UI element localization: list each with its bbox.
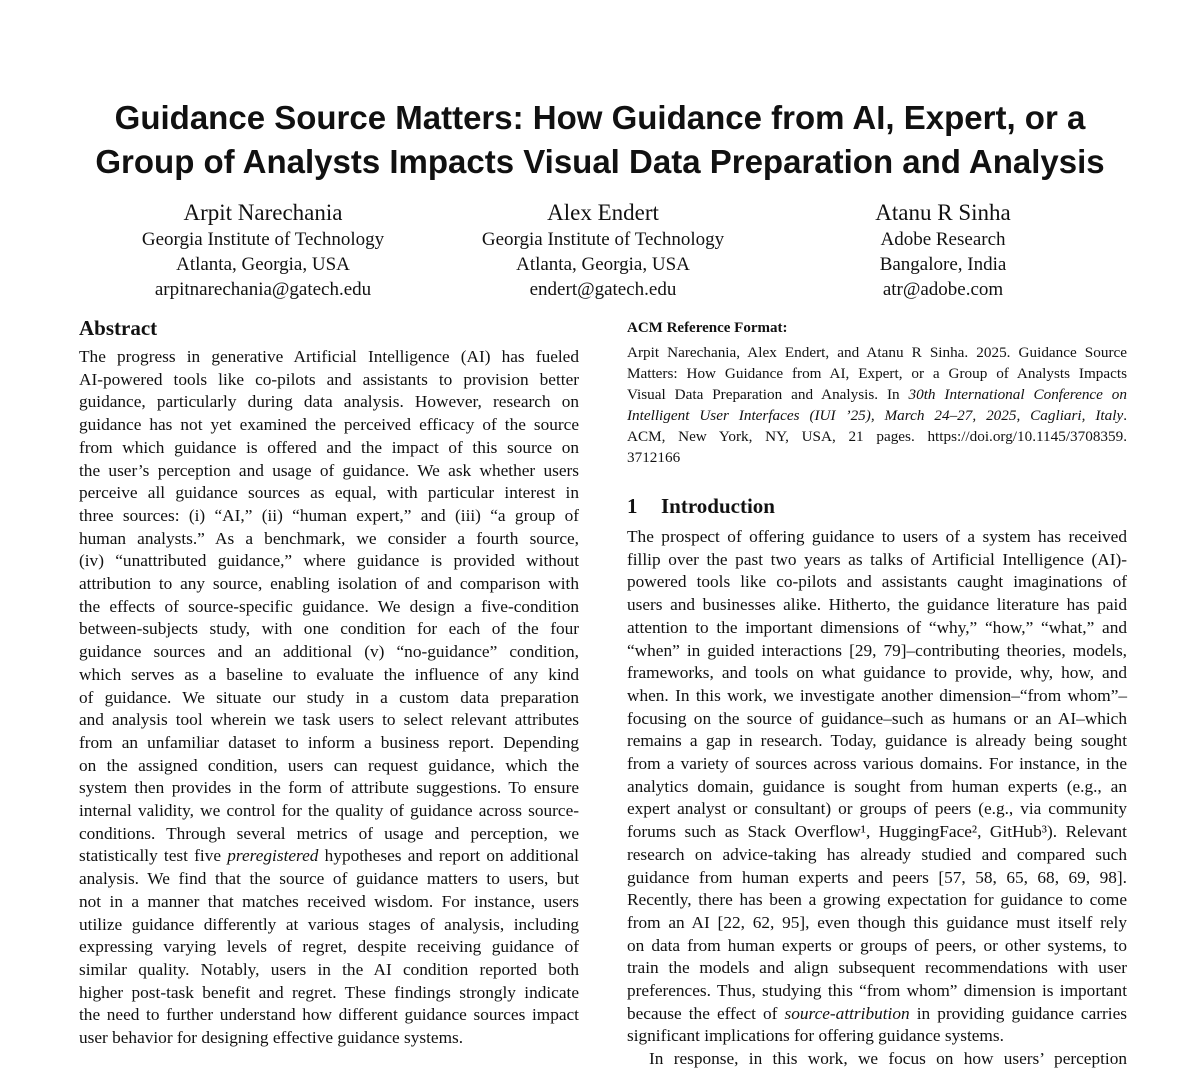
text-line: when. In this work, we investigate another dimension–“from whom”–	[627, 685, 1127, 705]
text-line: guidance, particularly during data analysis. However, research on	[79, 392, 579, 412]
text-line: guidance sources and an additional (v) “no-guidance” condition,	[79, 642, 579, 662]
text-line: analytics domain, guidance is sought from human experts (e.g., an	[627, 776, 1127, 796]
acm-reference-heading: ACM Reference Format:	[627, 320, 788, 336]
text-line: guidance from human experts and peers [57, 58, 65, 68, 69, 98].	[627, 867, 1127, 887]
text-line: “when” in guided interactions [29, 79]–contributing theories, models,	[627, 640, 1127, 660]
author-block	[440, 198, 766, 302]
introduction-next-paragraph	[627, 1048, 1127, 1071]
text-line: powered tools like co-pilots and assistants caught imaginations of	[627, 572, 1127, 592]
author-name: Atanu R Sinha	[875, 200, 1011, 225]
text-line: because the effect of source-attribution in providing guidance carries	[627, 1003, 1127, 1023]
text-line: from an AI [22, 62, 95], even though this guidance must itself rely	[627, 912, 1127, 932]
paper-title	[40, 96, 1160, 184]
text-line: of guidance. We situate our study in a custom data preparation	[79, 687, 579, 707]
author-location: Atlanta, Georgia, USA	[176, 254, 350, 275]
text-line: perceive all guidance sources as equal, with particular interest in	[79, 483, 579, 503]
text-line: train the models and align subsequent recommendations with user	[627, 958, 1127, 978]
text-line: research on advice-taking has already studied and compared such	[627, 844, 1127, 864]
text-line: user behavior for designing effective guidance systems.	[79, 1028, 464, 1048]
text-line: Matters: How Guidance from AI, Expert, or a Group of Analysts Impacts	[627, 365, 1127, 382]
author-affiliation: Georgia Institute of Technology	[141, 229, 385, 250]
author-name: Arpit Narechania	[183, 200, 343, 225]
text-line: significant implications for offering guidance systems.	[627, 1026, 1004, 1046]
text-line: attribution to any source, enabling isolation of and comparison with	[79, 574, 579, 594]
text-line: the need to further understand how different guidance sources impact	[79, 1005, 579, 1025]
text-line: (iv) “unattributed guidance,” where guidance is provided without	[79, 551, 579, 571]
text-line: from an unfamiliar dataset to inform a business report. Depending	[79, 732, 579, 752]
text-line: from a variety of sources across various domains. For instance, in the	[627, 754, 1127, 774]
text-line: expert analyst or consultant) or groups of peers (e.g., via community	[627, 799, 1127, 819]
author-location: Bangalore, India	[879, 254, 1007, 275]
text-line: system then provides in the form of attribute suggestions. To ensure	[79, 778, 579, 798]
text-line: attention to the important dimensions of “why,” “how,” “what,” and	[627, 617, 1127, 637]
left-column	[79, 314, 579, 1050]
abstract-heading: Abstract	[79, 316, 158, 340]
author-name: Alex Endert	[547, 200, 659, 225]
text-line: forums such as Stack Overflow¹, HuggingFace², GitHub³). Relevant	[627, 822, 1127, 842]
text-line: frameworks, and tools on what guidance to provide, why, how, and	[627, 663, 1127, 683]
text-line: AI-powered tools like co-pilots and assistants to provision better	[79, 369, 579, 389]
text-line: analysis. We find that the source of guidance matters to users, but	[79, 869, 579, 889]
text-line: statistically test five preregistered hypotheses and report on additional	[79, 846, 579, 866]
text-line: users and businesses alike. Hitherto, the guidance literature has paid	[627, 595, 1127, 615]
acm-reference-body	[627, 342, 1127, 468]
text-line: Arpit Narechania, Alex Endert, and Atanu R Sinha. 2025. Guidance Source	[627, 344, 1127, 361]
author-email: atr@adobe.com	[882, 279, 1004, 300]
introduction-body	[627, 526, 1127, 1048]
text-line: Intelligent User Interfaces (IUI ’25), March 24–27, 2025, Cagliari, Italy.	[627, 407, 1127, 424]
author-block	[780, 198, 1106, 302]
text-line: three sources: (i) “AI,” (ii) “human expert,” and (iii) “a group of	[79, 505, 579, 525]
text-line: the effects of source-specific guidance. We design a five-condition	[79, 596, 579, 616]
text-line: focusing on the source of guidance–such as humans or an AI–which	[627, 708, 1127, 728]
author-location: Atlanta, Georgia, USA	[516, 254, 690, 275]
text-line: fillip over the past two years as talks of Artificial Intelligence (AI)-	[627, 549, 1127, 569]
abstract-body	[79, 346, 579, 1050]
text-line: preferences. Thus, studying this “from whom” dimension is important	[627, 981, 1127, 1001]
text-line: conditions. Through several metrics of usage and perception, we	[79, 823, 579, 843]
text-line: similar quality. Notably, users in the AI condition reported both	[79, 959, 579, 979]
text-line: ACM, New York, NY, USA, 21 pages. https://doi.org/10.1145/3708359.	[627, 428, 1127, 445]
text-line: 3712166	[627, 449, 681, 466]
text-line: between-subjects study, with one condition for each of the four	[79, 619, 579, 639]
title-line-2: Group of Analysts Impacts Visual Data Preparation and Analysis	[95, 143, 1105, 180]
text-line: on data from human experts or groups of peers, or other systems, to	[627, 935, 1127, 955]
text-line: on the assigned condition, users can request guidance, which the	[79, 755, 579, 775]
text-line: The progress in generative Artificial Intelligence (AI) has fueled	[79, 347, 579, 366]
title-line-1: Guidance Source Matters: How Guidance from AI, Expert, or a	[114, 99, 1086, 136]
introduction-heading	[627, 492, 1127, 520]
text-line: the user’s perception and usage of guidance. We ask whether users	[79, 460, 579, 480]
text-line: guidance has not yet examined the perceived efficacy of the source	[79, 415, 579, 435]
text-line: expressing varying levels of regret, despite receiving guidance of	[79, 937, 579, 957]
text-line: In response, in this work, we focus on how users’ perception	[649, 1049, 1127, 1069]
text-line: higher post-task benefit and regret. These findings strongly indicate	[79, 982, 579, 1002]
text-line: and analysis tool wherein we task users to select relevant attributes	[79, 710, 579, 730]
author-block	[100, 198, 426, 302]
section-number: 1	[627, 494, 638, 518]
text-line: utilize guidance differently at various stages of analysis, including	[79, 914, 579, 934]
author-email: arpitnarechania@gatech.edu	[154, 279, 372, 300]
text-line: remains a gap in research. Today, guidance is already being sought	[627, 731, 1127, 751]
text-line: Visual Data Preparation and Analysis. In 30th International Conference on	[627, 386, 1127, 403]
text-line: which serves as a baseline to evaluate the influence of any kind	[79, 664, 579, 684]
right-column	[627, 318, 1127, 1071]
text-line: internal validity, we control for the quality of guidance across source-	[79, 801, 579, 821]
text-line: not in a manner that matches received wisdom. For instance, users	[79, 891, 579, 911]
author-affiliation: Georgia Institute of Technology	[481, 229, 725, 250]
author-email: endert@gatech.edu	[529, 279, 677, 300]
section-title: Introduction	[661, 494, 775, 518]
text-line: human analysts.” As a benchmark, we consider a fourth source,	[79, 528, 579, 548]
text-line: Recently, there has been a growing expectation for guidance to come	[627, 890, 1127, 910]
text-line: The prospect of offering guidance to users of a system has received	[627, 527, 1127, 546]
author-affiliation: Adobe Research	[880, 229, 1006, 250]
text-line: from which guidance is offered and the impact of this source on	[79, 437, 579, 457]
